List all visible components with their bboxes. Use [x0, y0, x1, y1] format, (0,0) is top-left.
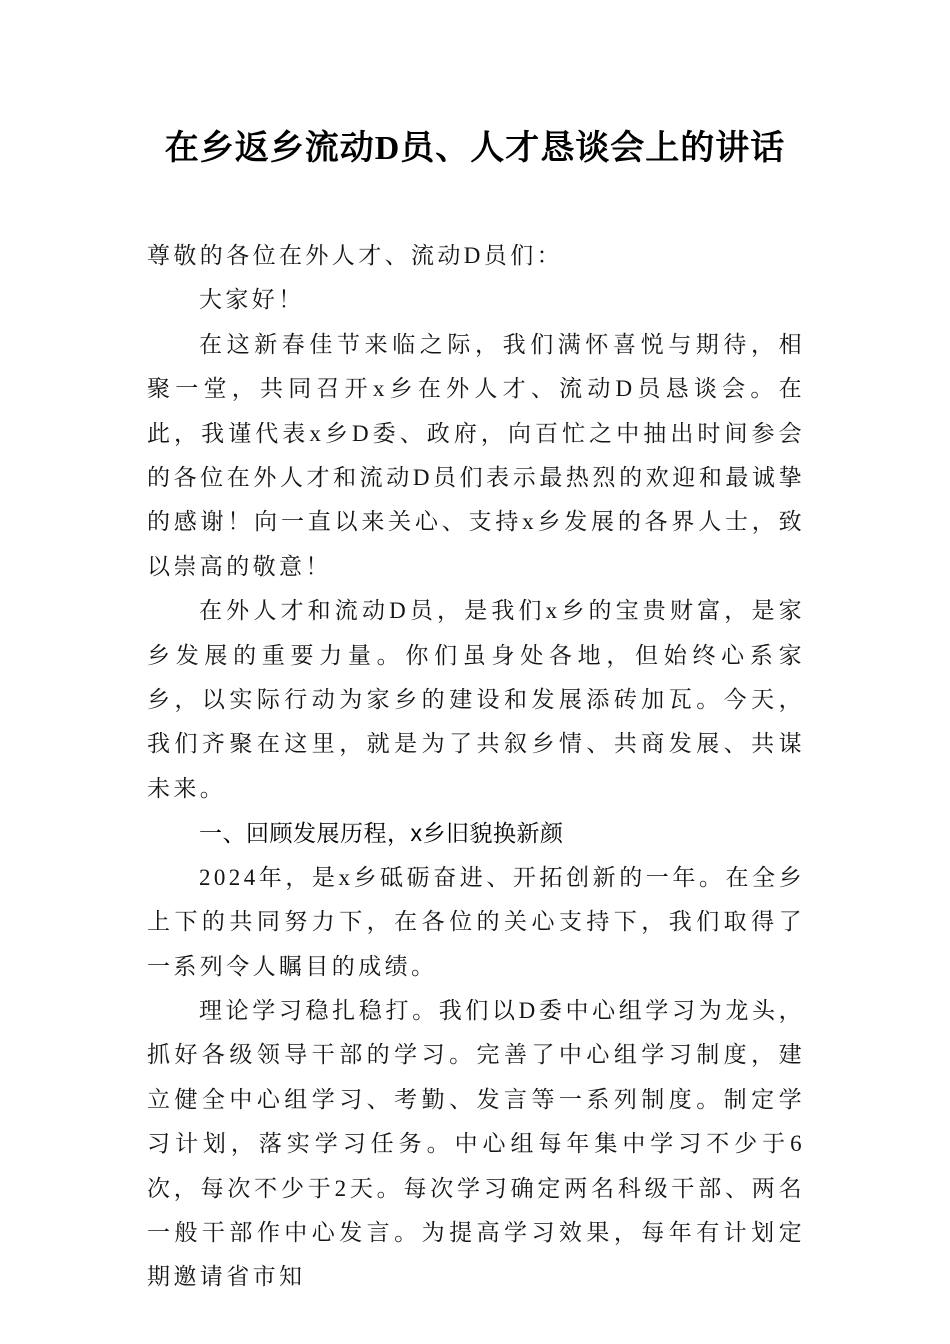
- document-title: 在乡返乡流动D员、人才恳谈会上的讲话: [164, 130, 786, 167]
- paragraph-theory-study: 理论学习稳扎稳打。我们以D委中心组学习为龙头，抓好各级领导干部的学习。完善了中心组学习制度，建立健全中心组学习、考勤、发言等一系列制度。制定学习计划，落实学习任务。中心组每年集中学习不少于6次，每次不少于2天。每次学习确定两名科级干部、两名一般干部作中心发言。为提高学习效果，每年有计划定期邀请省市知: [147, 997, 805, 1290]
- paragraph-talents: 在外人才和流动D员，是我们x乡的宝贵财富，是家乡发展的重要力量。你们虽身处各地，但始终心系家乡，以实际行动为家乡的建设和发展添砖加瓦。今天，我们齐聚在这里，就是为了共叙乡情、共商发展、共谋未来。: [147, 598, 805, 801]
- section-heading: 一、回顾发展历程，x乡旧貌换新颜: [199, 820, 564, 847]
- paragraph-2024-review: 2024年，是x乡砥砺奋进、开拓创新的一年。在全乡上下的共同努力下，在各位的关心支持下，我们取得了一系列令人瞩目的成绩。: [147, 864, 805, 979]
- paragraph-greeting: 大家好！: [199, 287, 305, 313]
- salutation: 尊敬的各位在外人才、流动D员们：: [147, 243, 564, 268]
- document-body: [147, 234, 805, 1300]
- paragraph-welcome: 在这新春佳节来临之际，我们满怀喜悦与期待，相聚一堂，共同召开x乡在外人才、流动D员恳谈会。在此，我谨代表x乡D委、政府，向百忙之中抽出时间参会的各位在外人才和流动D员们表示最热烈的欢迎和最诚挚的感谢！向一直以来关心、支持x乡发展的各界人士，致以崇高的敬意！: [147, 331, 805, 579]
